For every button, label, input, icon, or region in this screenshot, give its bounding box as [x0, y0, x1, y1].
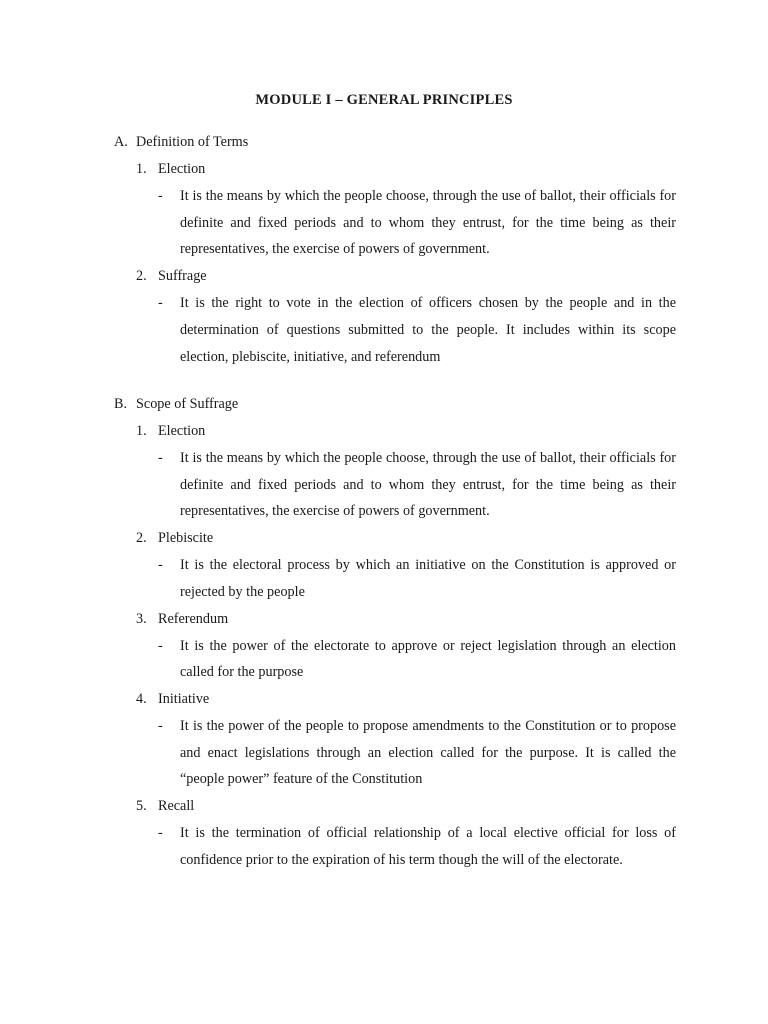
list-item-suffrage: [136, 263, 674, 370]
definition-text: It is the electoral process by which an initiative on the Constitution is approved or rejected by the people: [180, 557, 676, 600]
item-title: Plebiscite: [158, 530, 214, 547]
list-item-election: [136, 418, 674, 525]
section-title: Scope of Suffrage: [136, 396, 239, 412]
item-definition: [158, 713, 676, 793]
section-heading: [114, 129, 674, 156]
item-definition: [158, 552, 676, 605]
definition-text: It is the right to vote in the election of officers chosen by the people and in the determination of questions submitted to the people. It includes within its scope election, plebiscite, initiative, and referendum: [180, 295, 676, 365]
definition-text: It is the power of the electorate to approve or reject legislation through an election called for the purpose: [180, 637, 676, 681]
list-item-election: [136, 156, 674, 263]
bullet-dash: -: [158, 557, 163, 574]
item-title: Election: [158, 423, 206, 439]
item-title: Election: [158, 161, 206, 177]
item-heading: [136, 263, 674, 290]
bullet-dash: -: [158, 717, 163, 734]
list-item-referendum: [136, 606, 674, 686]
definition-text: It is the termination of official relationship of a local elective official for loss of confidence prior to the expiration of his term though the will of the electorate.: [180, 825, 676, 868]
item-definition: [158, 820, 676, 873]
item-number: 2.: [136, 530, 147, 547]
item-number: 5.: [136, 798, 147, 815]
section-letter: B.: [114, 396, 128, 412]
section-letter: A.: [114, 134, 128, 150]
bullet-dash: -: [158, 825, 163, 842]
item-number: 4.: [136, 690, 147, 707]
item-definition: [158, 633, 676, 686]
bullet-dash: -: [158, 295, 163, 312]
item-title: Suffrage: [158, 268, 207, 285]
item-heading: [136, 525, 674, 552]
item-title: Initiative: [158, 690, 210, 707]
section-heading: [114, 391, 674, 418]
bullet-dash: -: [158, 637, 163, 654]
item-heading: [136, 686, 674, 713]
section-definition-of-terms: [114, 129, 674, 370]
item-definition: [158, 290, 676, 370]
definition-text: It is the means by which the people choose, through the use of ballot, their officials for definite and fixed periods and to whom they entrust, for the time being as their representatives, the exercise of powers of government.: [180, 188, 676, 258]
list-item-plebiscite: [136, 525, 674, 605]
item-heading: [136, 793, 674, 820]
item-number: 3.: [136, 610, 147, 627]
item-title: Recall: [158, 798, 195, 815]
item-number: 1.: [136, 423, 147, 439]
bullet-dash: -: [158, 188, 163, 204]
item-heading: [136, 606, 674, 633]
item-number: 1.: [136, 161, 147, 177]
item-heading: [136, 418, 674, 445]
definition-text: It is the means by which the people choose, through the use of ballot, their officials for definite and fixed periods and to whom they entrust, for the time being as their representatives, the exercise of powers of government.: [180, 450, 676, 520]
item-definition: [158, 445, 676, 525]
bullet-dash: -: [158, 450, 163, 466]
page-title: MODULE I – GENERAL PRINCIPLES: [255, 92, 513, 108]
section-scope-of-suffrage: [114, 391, 674, 873]
item-definition: [158, 183, 676, 263]
item-number: 2.: [136, 268, 147, 285]
list-item-recall: [136, 793, 674, 873]
item-title: Referendum: [158, 610, 229, 627]
section-title: Definition of Terms: [136, 134, 249, 150]
item-heading: [136, 156, 674, 183]
definition-text: It is the power of the people to propose amendments to the Constitution or to propose and enact legislations through an election called for the purpose. It is called the “people power” feature of the Constitution: [180, 717, 676, 788]
list-item-initiative: [136, 686, 674, 793]
